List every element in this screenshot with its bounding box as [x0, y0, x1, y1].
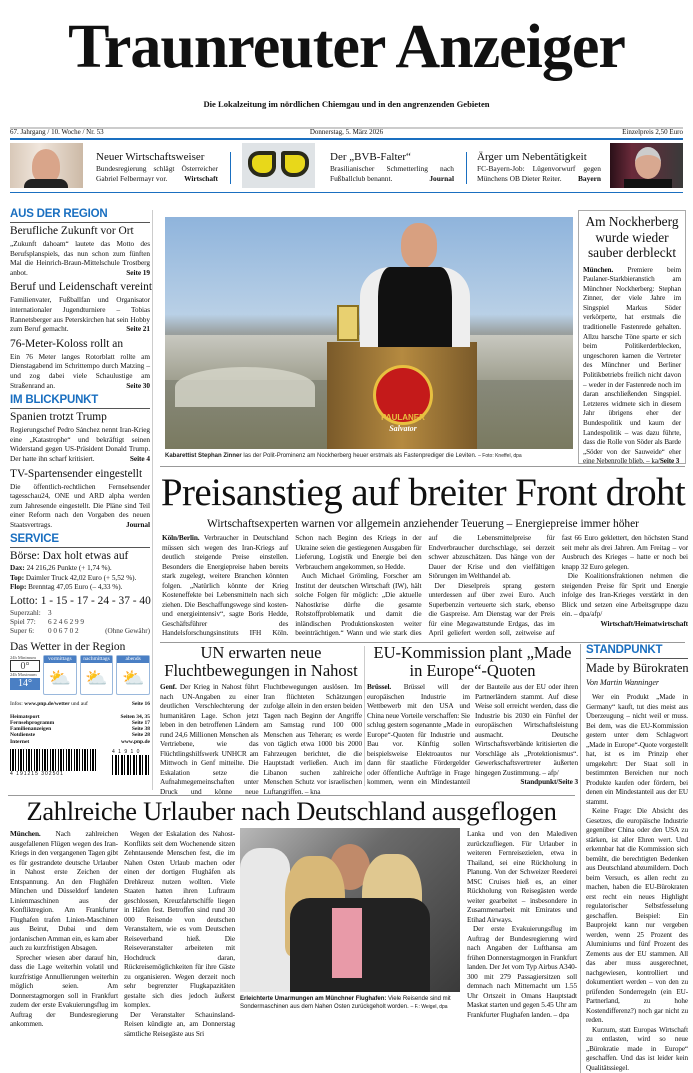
teaser-text: Bundesregierung schlägt Österreicher Gabriel Felbermayr vor. Wirtschaft [96, 164, 218, 183]
standpunkt-box[interactable] [580, 644, 688, 1073]
article-title: EU-Kommission plant „Made in Europe“-Quoten [373, 643, 572, 680]
temp-min: 0° [10, 660, 40, 672]
price: Einzelpreis 2,50 Euro [622, 128, 683, 136]
weather-morning: vormittags ⛅ [43, 655, 77, 695]
article-body: München. Premiere beim Paulaner-Starkbieranstich am Münchner Nockherberg: Stephan Zinner, der viele Jahre im Singspiel Markus Söder verkörperte, hat erstmals die traditionelle Fastenrede gehalten. Allzu harsche Töne sparte er sich beim Politikerderblecken, ungeschoren kamen die Vertreter des Münchner und Berliner Politikbetriebs freilich nicht davon – weder in der Fastenrede noch im daran anschließenden Singspiel. Letzteres widmete sich in diesem Jahr übrigens eher der Bundespolitik und kaum der Landespolitik – was dazu führte, dass die Rolle von Söder als Barde „Söder von der Sauweide“ eher eine Nebenrolle blieb. – ka/Seite 3 [583, 265, 681, 466]
blick-item[interactable] [10, 468, 150, 530]
lead-headline[interactable]: Preisanstieg auf breiter Front droht [160, 471, 686, 514]
sun-cloud-icon: ⛅ [121, 667, 145, 688]
divider [466, 152, 467, 184]
sign-logo: PAULANER [381, 413, 425, 422]
section-label-service: SERVICE [10, 533, 150, 548]
author: Von Martin Wanninger [586, 678, 660, 687]
item-title: TV-Spartensender eingestellt [10, 467, 143, 480]
item-title: 76-Meter-Koloss rollt an [10, 337, 124, 350]
divider [230, 152, 231, 184]
teaser-photo-reiter[interactable] [610, 143, 683, 188]
item-text: Ein 76 Meter langes Rotorblatt rollte am Dienstagabend im Schrittempo durch Matzing – und zog dabei viele Schaulustige am Straßenrand an. Seite 30 [10, 351, 150, 390]
article-un[interactable] [160, 644, 362, 796]
article-body: Wer ein Produkt „Made in Germany“ kauft, tut dies meist aus Überzeugung – nicht weil er muss. Bei dem, was die EU-Kommission gestern unter dem Schlagwort „Made in Europe“-Quote vorgestellt hat, ist es im Prinzip eher umgekehrt: Der Staat soll in bestimmten Bereichen nur noch Produkte kaufen oder fördern, bei denen ein Mindestanteil aus der EU stammt. Keine Frage: Die Absicht des Gesetzes, die europäische Industrie gegenüber China oder den USA zu stärken, ist aller Ehren wert. Und erkennbar hat die Kommission sich bemüht, die berechtigten Bedenken aus Deutschland abzumildern. Doch beim Versuch, es allen recht zu machen, haben die EU-Bürokraten erst recht ein neues Highlight regulatorischer Selbstfesselung geschaffen. Beispiel: Ein Bauprojekt kann nur vergeben werden, wenn 25 Prozent des Aluminiums und fünf Prozent des Zements aus der EU stammen. All das aber muss ausgerechnet, nachgewiesen, kontrolliert und dokumentiert werden – von den zu prüfenden Sonderregeln (ein EU-Partnerland, zu hohe Kostendifferenz?) noch gar nicht zu reden. Kurzum, statt Europas Wirtschaft zu entlasten, wird so neue „Bürokratie made in Europe“ geschaffen. Und das ist leider kein Qualitätssiegel. [586, 693, 688, 1072]
item-text: Die öffentlich-rechtlichen Fernsehsender tagesschau24, ONE und ARD alpha werden zum Jahresende eingestellt. Die Pläne sind Teil einer Reform nach den Vorgaben des neuen Staatsvertrags. Journal [10, 481, 150, 529]
weather-title: Das Wetter in der Region [10, 640, 126, 653]
section-label-blickpunkt: IM BLICKPUNKT [10, 394, 150, 409]
article-title: Made by Bürokraten [586, 661, 689, 675]
item-title: Spanien trotzt Trump [10, 411, 107, 424]
teaser-photo-economist[interactable] [10, 143, 83, 188]
divider [152, 210, 153, 790]
article-title: Am Nockherberg wurde wieder sauber derbleckt [585, 214, 679, 260]
issue-info: 67. Jahrgang / 10. Woche / Nr. 53 [10, 128, 104, 136]
item-text: Familienvater, Fußballfan und Organisator internationaler Jugendturniere – Tobias Rannetsberger aus Peterskirchen hat sein Hobby zum Beruf gemacht. Seite 21 [10, 295, 150, 334]
weather-info: Infos: www.pnp.de/wetter und auf Seite 16 [10, 700, 150, 707]
temp-max: 14° [10, 678, 40, 690]
teaser-title: Der „BVB-Falter“ [330, 151, 411, 163]
item-title: Beruf und Leidenschaft vereint [10, 281, 153, 294]
barcode: 4 191215 302501 4 1 9 1 0 [10, 749, 150, 777]
teaser-bvb-falter[interactable] [330, 150, 454, 184]
weather-afternoon: nachmittags ⛅ [80, 655, 114, 695]
sign-logo-sub: Salvator [389, 424, 417, 433]
item-text: „Zukunft dahoam“ lautete das Motto des Berufsplanspiels, das nun schon zum fünften Mal die Heinrich-Braun-Mittelschule Trostberg anbot. Seite 19 [10, 239, 150, 277]
weather-widget: 24h Minimum 0° 24h Maximum 14° vormittags ⛅ nachmittags ⛅ abends ⛅ [10, 655, 150, 695]
teaser-nebentaetigkeit[interactable] [477, 150, 601, 184]
lead-body: Köln/Berlin. Verbraucher in Deutschland müssen sich wegen des Iran-Kriegs auf deutlich steigende Preise einstellen. Besonders die Energiepreise haben bereits stark zugelegt, weitere Branchen könnten folgen. „Natürlich könnte der Krieg Kosteneffekte bei Lebensmitteln nach sich ziehen. Die Beschaffungswege sind kosten- und energieintensiv“, sagte Boris Hedde, Geschäftsführer des Handelsforschungsinstituts IFH Köln. Schon nach Beginn des Kriegs in der Ukraine seien die gestiegenen Ausgaben für Lieferung, Logistik und Energie bei den Verbrauchern angekommen, so Hedde. Auch Michael Grömling, Forscher am Institut der deutschen Wirtschaft (IW), hält solche Folgen für möglich: „Die aktuelle Nahostkrise dürfte die gesamte Rohstoffproblematik und damit die inländischen Produktionskosten weiter beeinträchtigen.“ Wann und wie stark dies auf die Lebensmittelpreise für Endverbraucher durchschlage, sei derzeit schwer abzuschätzen. Das hänge von der Dauer der Krise und den vielfältigen Störungen im Welthandel ab. Der Dieselpreis sprang gestern unterdessen auf über zwei Euro. Auch Superbenzin verteuerte sich stark, ebenso die Gaspreise. Am Dienstag war der Preis für eine Megawattstunde Erdgas, das im April geliefert werden soll, zeitweise auf fast 66 Euro geklettert, den höchsten Stand seit mehr als drei Jahren. Am Freitag – vor Ausbruch des Krieges – hatte er noch bei knapp 32 Euro gelegen. Die Koalitionsfraktionen nehmen die steigenden Preise für Sprit und Energie infolge des Iran-Krieges verstärkt in den Blick und setzen eine Arbeitsgruppe dazu ein. – dpa/afp/ Wirtschaft/Heimatwirtschaft [162, 533, 688, 637]
page-index: Heimatsport Seiten 34, 35 Fernsehprogramm Seite 17 Familienanzeigen Seite 38 Notdienste Seite 28 Internet www.pnp.de [10, 713, 150, 745]
photo-caption: Erleichterte Umarmungen am Münchner Flughafen: Viele Reisende sind mit Sondermaschinen aus dem Nahen Osten zurückgeholt worden. – F.: Weigel, dpa [240, 996, 451, 1010]
section-label-region: AUS DER REGION [10, 208, 150, 223]
blick-item[interactable] [10, 411, 150, 463]
lead-subtitle: Wirtschaftsexperten warnen vor allgemein anziehender Teuerung – Energiepreise immer höher [207, 518, 639, 530]
item-text: Regierungschef Pedro Sánchez nennt Iran-Krieg eine „Katastrophe“ und bekräftigt seinen Widerstand gegen US-Präsident Donald Trump. Der hatte ihn scharf kritisiert. Seite 4 [10, 425, 150, 463]
teaser-photo-butterfly[interactable] [242, 143, 315, 188]
teaser-text: Brasilianischer Schmetterling nach Fußballclub benannt. Journal [330, 164, 454, 183]
photo-airport[interactable] [240, 828, 460, 992]
article-ref[interactable]: Standpunkt/Seite 3 [520, 777, 578, 786]
sun-cloud-icon: ⛅ [48, 667, 72, 688]
urlauber-col2: Wegen der Eskalation des Nahost-Konflikts seit dem Wochenende sitzen Zehntausende Menschen fest, die im Nahen Osten Urlaub machen oder einen der dortigen Flughäfen als Drehkreuz nutzen wollten. Viele Staaten hatten ihren Luftraum geschlossen, Kreuzfahrtschiffe liegen in Häfen fest. Betroffen sind rund 30 000 Reisende von deutschen Veranstaltern, wie es vom Deutschen Reiseverband hieß. Die Reiseveranstalter arbeiteten mit Hochdruck daran, Rückreisemöglichkeiten für ihre Gäste zu organisieren. Wegen derzeit noch sehr begrenzter Flugkapazitäten gestalte sich dies jedoch äußerst komplex. Der Veranstalter Schauinsland-Reisen kündigte an, am Donnerstag sämtliche Reisegäste aus Sri [124, 829, 235, 1038]
boerse-title: Börse: Dax holt etwas auf [10, 550, 129, 563]
photo-caption: Kabarettist Stephan Zinner las der Polit-Prominenz am Nockherberg heuer erstmals als Fastenprediger die Leviten. – Foto: Kneffel, dpa [165, 453, 522, 459]
teaser-title: Ärger um Nebentätigkeit [477, 151, 587, 163]
boerse-data: Dax: 24 216,26 Punkte (+ 1,74 %). Top: Daimler Truck 42,02 Euro (+ 5,52 %). Flop: Brenntag 47,05 Euro (– 4,33 %). [10, 564, 137, 591]
divider [10, 192, 683, 193]
article-nockherberg[interactable] [578, 210, 686, 464]
section-label-standpunkt: STANDPUNKT [586, 644, 688, 659]
photo-nockherberg[interactable] [165, 217, 573, 449]
weather-evening: abends ⛅ [116, 655, 150, 695]
lotto-title: Lotto: 1 - 15 - 17 - 24 - 37 - 40 [10, 595, 151, 608]
article-body: Brüssel. Brüssel will der europäischen Industrie im Wettbewerb mit den USA und China neue Vorteile verschaffen: Sie schlug gestern sogenannte „Made in Europe“-Quoten für Industrie und Bau vor. Künftig sollen beispielsweise Elektroautos nur dann für staatliche Fördergelder oder öffentliche Aufträge in Frage kommen, wenn ein Mindestanteil der Bauteile aus der EU oder ihren Partnerländern stammt. Auf diese Weise soll erreicht werden, dass die Industrie bis 2030 ein Fünftel der europäischen Wirtschaftsleistung ausmacht. Deutsche Wirtschaftsverbände kritisierten die Vorschläge als „Protektionismus“. Gewerkschaftsvertreter äußerten hingegen Zustimmung. – afp/ Standpunkt/Seite 3 [367, 682, 578, 786]
divider [10, 138, 683, 140]
urlauber-headline[interactable]: Zahlreiche Urlauber nach Deutschland ausgeflogen [26, 796, 557, 826]
region-item[interactable] [10, 338, 150, 390]
article-body: Genf. Der Krieg in Nahost führt nach UN-Angaben zu einer deutlichen Verschlechterung der humanitären Lage. Schon jetzt leben in den betroffenen Ländern rund 24,6 Millionen Menschen als Vertriebene, wie das Flüchtlingshilfswerk UNHCR am Mittwoch in Genf mitteilte. Die Eskalation setze die Aufnahmegemeinschaften unter Druck und könne neue Fluchtbewegungen auslösen. Im Iran flüchteten Schätzungen zufolge allein in den ersten beiden Tagen nach Beginn der Angriffe am Samstag rund 100 000 Menschen aus Teheran; es werde von täglich etwa 1000 bis 2000 Fahrzeugen berichtet, die die Hauptstadt verließen. Auch im Libanon suchen zahlreiche Menschen Schutz vor israelischen Luftangriffen. – kna [160, 682, 362, 796]
masthead-title: Traunreuter Anzeiger [68, 13, 625, 81]
sun-cloud-icon: ⛅ [85, 667, 108, 688]
article-eu[interactable] [367, 644, 578, 787]
issue-date: Donnerstag, 5. März 2026 [309, 128, 384, 136]
region-item[interactable] [10, 225, 150, 277]
divider [364, 646, 365, 786]
urlauber-col1: München. Nach zahlreichen ausgefallenen Flügen wegen des Iran-Kriegs in den vergangenen Tagen gibt es für gestrandete deutsche Urlauber in Nahost erste Zeichen der Entspannung. An den Flughäfen München und Düsseldorf landeten Linienmaschinen aus der Konfliktregion. Am Frankfurter Flughafen trafen Linien-Maschinen aus Beirut, Dubai und dem jordanischen Amman ein, es kam aber auch zu kurzfristigen Absagen. Sprecher wiesen aber darauf hin, dass die Lage weiterhin volatil und kurzfristige Annullierungen weiterhin möglich seien. Am Donnerstagmorgen soll in Frankfurt zudem der erste Evakuierungsflug im Auftrag der Bundesregierung ankommen. [10, 829, 118, 1028]
lotto-data: Superzahl: 3 Spiel 77: 6 2 4 6 2 9 9 Super 6: 0 0 6 7 0 2 (Ohne Gewähr) [10, 609, 150, 636]
left-sidebar [10, 208, 153, 777]
article-title: UN erwarten neue Fluchtbewegungen in Nahost [164, 643, 358, 680]
region-item[interactable] [10, 281, 153, 334]
weather-link[interactable]: www.pnp.de/wetter [24, 700, 70, 707]
divider [160, 466, 685, 467]
teaser-wirtschaftsweiser[interactable] [96, 150, 218, 184]
tagline: Die Lokalzeitung im nördlichen Chiemgau und in den angrenzenden Gebieten [203, 99, 490, 109]
teaser-text: FC-Bayern-Job: Lügenvorwurf gegen Münchens OB Dieter Reiter. Bayern [477, 164, 601, 183]
teaser-title: Neuer Wirtschaftsweiser [96, 151, 205, 163]
article-ref[interactable]: Wirtschaft/Heimatwirtschaft [600, 618, 688, 628]
item-title: Berufliche Zukunft vor Ort [10, 225, 134, 237]
urlauber-col3: Lanka und von den Malediven zurückzufliegen. Für Urlauber in weiteren Fernreisezielen, etwa in Thailand, sei eine Rückholung in Planung. Von der Schweizer Reederei MSC Cruises hieß es, an einer Rückholung von Reisegästen werde weiter gearbeitet – insbesondere in Zusammenarbeit mit Emirates und Etihad Airways. Der erste Evakuierungsflug im Auftrag der Bundesregierung wird nach Angaben der Lufthansa am frühen Donnerstagmorgen in Frankfurt landen. Der Jet vom Typ Airbus A340-300 mit 279 Passagiersitzen soll demnach nach Mitternacht um 1.55 Uhr Ortszeit in Omans Hauptstadt Maskat starten und gegen 5.45 Uhr am Frankfurter Flughafen landen. – dpa [467, 829, 577, 1019]
